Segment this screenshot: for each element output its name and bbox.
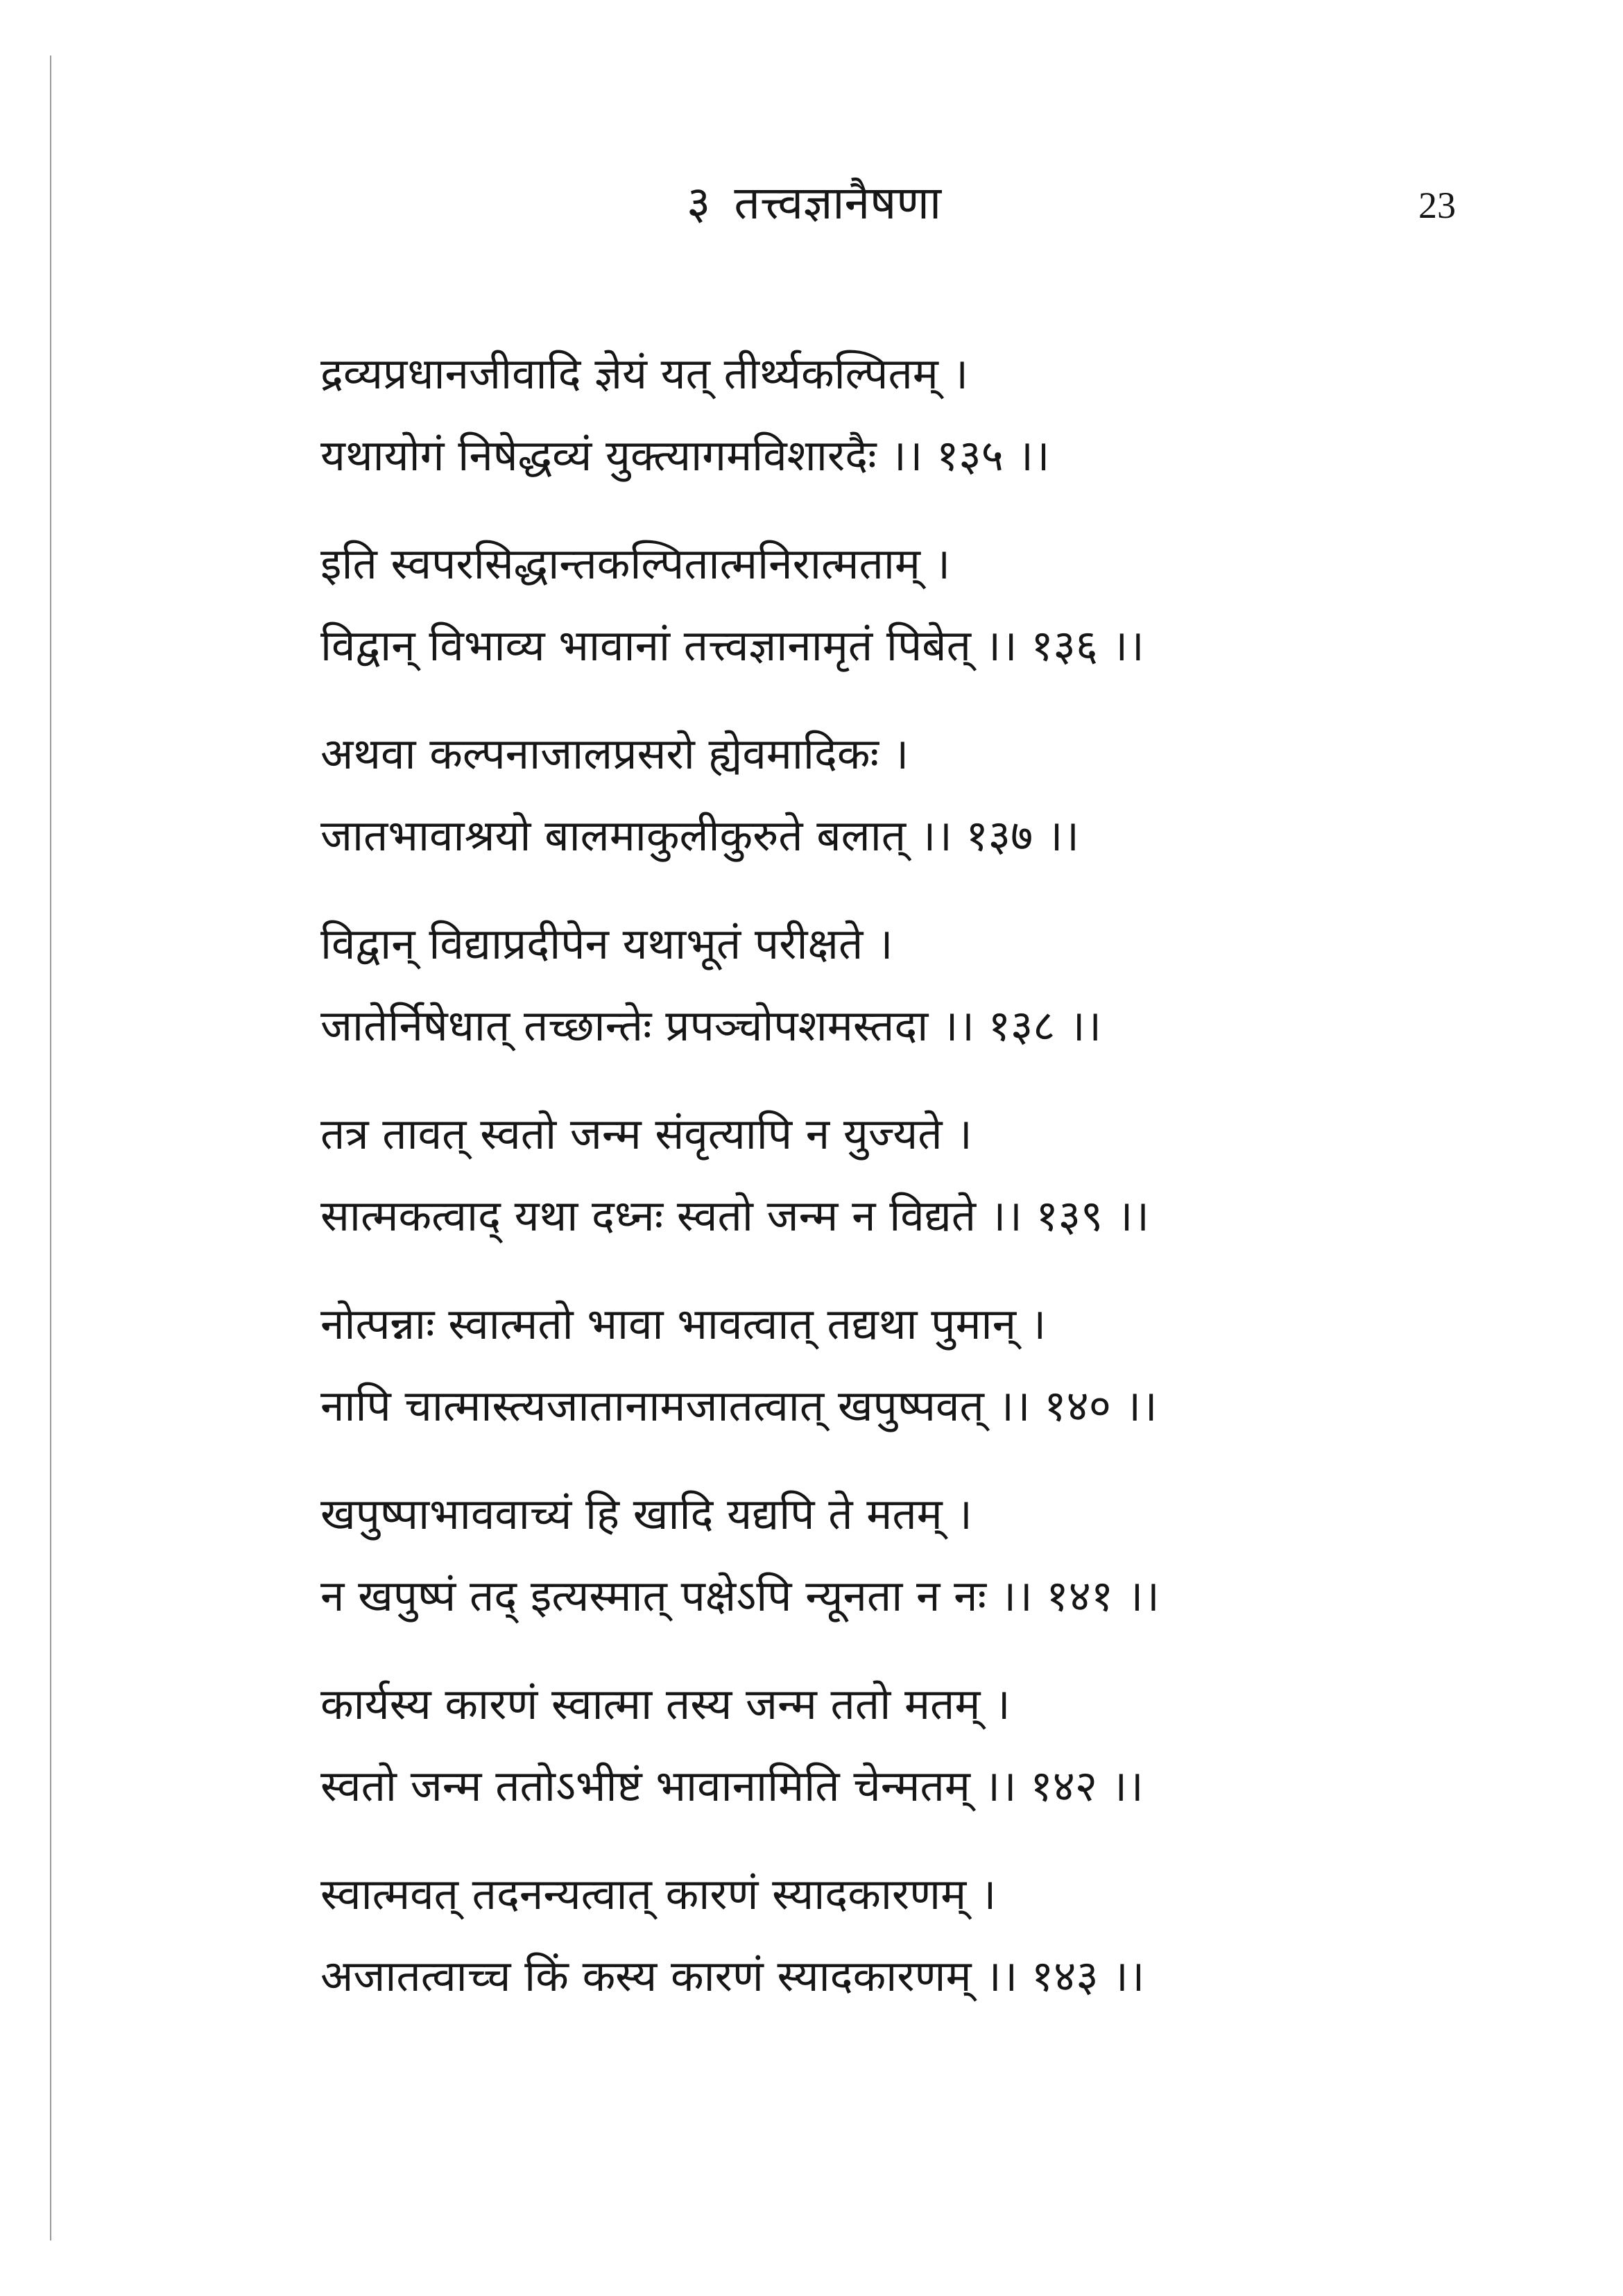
- verse-line: जातेर्निषेधात् तच्छान्तेः प्रपञ्चोपशमस्तदा ।। १३८ ।।: [320, 1000, 1102, 1051]
- verse-line: विद्वान् विभाव्य भावानां तत्त्वज्ञानामृतं पिबेत् ।। १३६ ।।: [320, 620, 1144, 671]
- chapter-title: तत्त्वज्ञानैषणा: [734, 176, 942, 230]
- verse-line: तत्र तावत् स्वतो जन्म संवृत्यापि न युज्यते ।: [320, 1108, 972, 1159]
- verse-line: न खपुष्पं तद् इत्यस्मात् पक्षेऽपि न्यूनता न नः ।। १४१ ।।: [320, 1570, 1160, 1621]
- verse-139: [320, 1093, 1458, 1257]
- verse-line: जातभावाश्रयो बालमाकुलीकुरुते बलात् ।। १३७ ।।: [320, 810, 1079, 861]
- verse-138: [320, 903, 1458, 1067]
- verse-line: इति स्वपरसिद्धान्तकल्पितात्मनिरात्मताम् ।: [320, 538, 951, 589]
- verse-line: विद्वान् विद्याप्रदीपेन यथाभूतं परीक्षते ।: [320, 918, 893, 969]
- verse-line: कार्यस्य कारणं स्वात्मा तस्य जन्म ततो मतम् ।: [320, 1679, 1011, 1729]
- chapter-number: ३: [687, 176, 711, 230]
- verse-line: अथवा कल्पनाजालप्रसरो ह्येवमादिकः ।: [320, 728, 909, 779]
- verse-143: [320, 1853, 1458, 2017]
- verse-line: द्रव्यप्रधानजीवादि ज्ञेयं यत् तीर्थ्यकल्पितम् ।: [320, 348, 969, 399]
- verse-135: [320, 333, 1458, 497]
- verse-line: नोत्पन्नाः स्वात्मतो भावा भावत्वात् तद्यथा पुमान् ।: [320, 1299, 1047, 1349]
- verse-line: नापि चात्मास्त्यजातानामजातत्वात् खपुष्पवत् ।। १४० ।।: [320, 1380, 1158, 1431]
- verse-line: सात्मकत्वाद् यथा दध्नः स्वतो जन्म न विद्यते ।। १३९ ।।: [320, 1190, 1149, 1241]
- verse-141: [320, 1473, 1458, 1637]
- binding-edge-line: [50, 55, 51, 2241]
- running-head: [687, 170, 941, 232]
- verse-136: [320, 523, 1458, 687]
- verse-line: स्वात्मवत् तदनन्यत्वात् कारणं स्यादकारणम् ।: [320, 1869, 997, 1919]
- verse-list: [320, 333, 1458, 2044]
- verse-137: [320, 713, 1458, 877]
- verse-line: यथायोगं निषेद्धव्यं युक्त्यागमविशारदैः ।। १३५ ।।: [320, 430, 1050, 481]
- verse-line: स्वतो जन्म ततोऽभीष्टं भावानामिति चेन्मतम् ।। १४२ ।।: [320, 1760, 1144, 1811]
- verse-140: [320, 1283, 1458, 1447]
- verse-line: अजातत्वाच्च किं कस्य कारणं स्यादकारणम् ।। १४३ ।।: [320, 1951, 1145, 2001]
- verse-line: खपुष्पाभाववाच्यं हि खादि यद्यपि ते मतम् ।: [320, 1489, 972, 1539]
- page-number: 23: [1418, 185, 1456, 226]
- verse-142: [320, 1663, 1458, 1827]
